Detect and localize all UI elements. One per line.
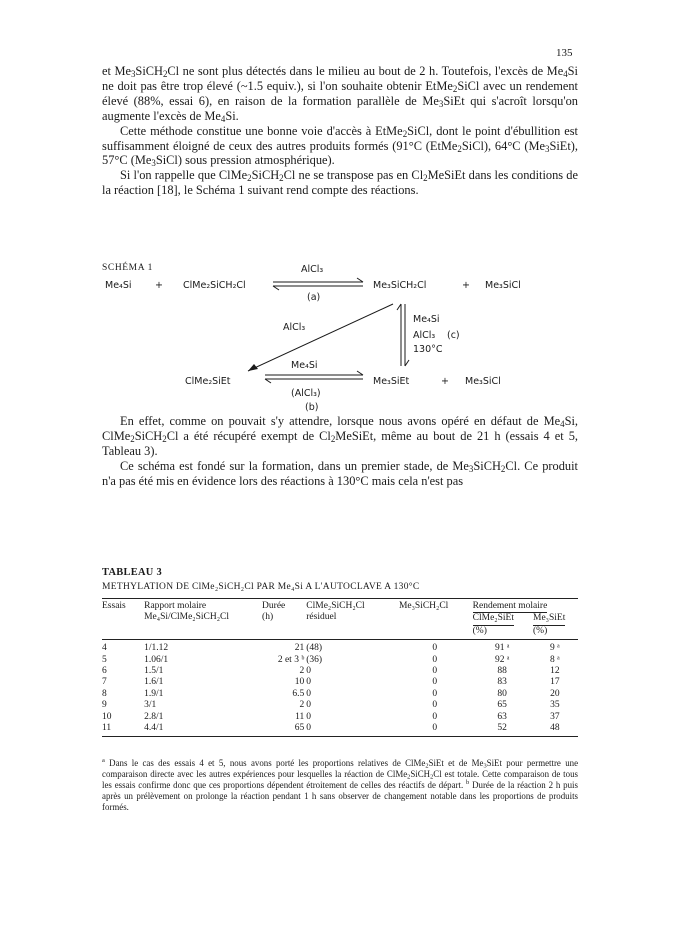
- table-row: [102, 666, 578, 677]
- cell-r1: 52: [473, 723, 534, 737]
- header-rendement: [473, 599, 578, 640]
- header-r2-unit: (%): [533, 625, 548, 636]
- cell-essai: 11: [102, 723, 144, 737]
- catalyst-label-b-scheme: (AlCl₃): [291, 388, 321, 399]
- cell-rapport: 3/1: [144, 700, 157, 711]
- cell-rapport: 2.8/1: [144, 711, 164, 722]
- reaction-label-c: (c): [447, 330, 460, 341]
- cell-r1: 65: [497, 700, 507, 711]
- cell-essai: 5: [102, 654, 107, 665]
- header-r2-block: [533, 613, 575, 637]
- table-row: [102, 712, 578, 723]
- header-r1-unit: (%): [472, 625, 487, 636]
- product-me3sich2cl: Me₃SiCH₂Cl: [373, 280, 427, 291]
- cell-duree: 21: [294, 643, 305, 654]
- cell-r2: 17: [550, 677, 560, 688]
- cell-essai: 8: [102, 688, 107, 699]
- header-rendement-label: Rendement molaire: [473, 601, 548, 613]
- header-duree: [262, 599, 306, 640]
- table-header-row: [102, 599, 578, 640]
- cell-essai: 4: [102, 643, 107, 654]
- header-residuel-sub: résiduel: [306, 612, 337, 623]
- reaction-scheme: [95, 248, 575, 413]
- cell-r1: 83: [497, 677, 507, 688]
- cell-rapport: 1.6/1: [144, 677, 164, 688]
- arrowhead-down-c: [405, 360, 409, 366]
- table-title: TABLEAU 3: [102, 567, 162, 578]
- cell-duree: 2 et 3 ᵇ: [277, 654, 305, 665]
- header-r2: Me₃SiEt: [533, 613, 565, 625]
- catalyst-label-top: AlCl₃: [301, 264, 324, 275]
- product-me3sicl-b: Me₃SiCl: [465, 376, 501, 387]
- cell-duree: 6.5: [292, 688, 305, 699]
- cell-r2: 35: [550, 700, 560, 711]
- body-text-middle: [102, 414, 578, 489]
- cell-rapport: 4.4/1: [144, 723, 262, 737]
- header-duree-unit: (h): [262, 612, 274, 623]
- cell-residuel: (48): [306, 643, 323, 654]
- cell-duree: 65: [262, 723, 306, 737]
- catalyst-label-diagonal: AlCl₃: [283, 322, 306, 333]
- cell-rapport: 1/1.12: [144, 643, 169, 654]
- arrowhead-up-c: [397, 304, 401, 310]
- header-residuel-label: ClMe₂SiCH₂Cl: [306, 601, 365, 611]
- cell-residuel: 0: [306, 711, 312, 722]
- arrowhead-diagonal: [248, 364, 258, 371]
- paragraph-2: Cette méthode constitue une bonne voie d'accès à EtMe$_2$SiCl, dont le point d'ébullition est suffisamment éloigné de ceux des autres produits formés (91°C (EtMe$_2$SiCl), 64°C $(Me_3SiEt)$, 57°C $(Me_3SiCl)$ sous pression atmosphérique).: [102, 123, 579, 169]
- cell-duree: 2: [299, 666, 305, 677]
- header-rapport-label: Rapport molaire: [144, 601, 207, 611]
- cell-me3: 0: [432, 688, 438, 699]
- header-essais: Essais: [102, 599, 144, 640]
- product-clme2siet: ClMe₂SiEt: [185, 376, 231, 387]
- arrowhead-forward-a: [357, 278, 363, 282]
- cell-duree: 11: [295, 711, 305, 722]
- cell-duree: 2: [299, 700, 305, 711]
- reactant-me4si: Me₄Si: [105, 280, 132, 291]
- catalyst-label-c: AlCl₃: [413, 330, 436, 341]
- cell-essai: 6: [102, 666, 107, 677]
- plus-sign: +: [462, 280, 470, 291]
- cell-r2: 37: [550, 711, 560, 722]
- cell-residuel: 0: [306, 666, 312, 677]
- header-me3sich2cl: Me₃SiCH₂Cl: [399, 599, 473, 640]
- plus-sign: +: [441, 376, 449, 387]
- paragraph-3: Si l'on rappelle que ClMe$_2$SiCH$_2$Cl ne se transpose pas en $Cl_2MeSiEt$ dans les conditions de la réaction [18], le Schéma 1 suivant rend compte des réactions.: [102, 168, 578, 198]
- cell-residuel: 0: [306, 677, 312, 688]
- cell-residuel: 0: [306, 700, 312, 711]
- cell-duree: 10: [294, 677, 305, 688]
- cell-me3: 0: [399, 723, 473, 737]
- body-text-top: [102, 64, 578, 198]
- product-me3siet: Me₃SiEt: [373, 376, 410, 387]
- cell-essai: 9: [102, 700, 107, 711]
- reaction-label-b: (b): [305, 402, 319, 413]
- arrowhead-forward-b: [357, 371, 363, 375]
- temperature-label-c: 130°C: [413, 344, 443, 355]
- cell-r2: 12: [550, 666, 560, 677]
- cell-r1: 91 ᵃ: [494, 643, 510, 654]
- schema-label: SCHÉMA 1: [102, 263, 153, 273]
- product-me3sicl: Me₃SiCl: [485, 280, 521, 291]
- table-footnote: $^a$ Dans le cas des essais 4 et 5, nous avons porté les proportions relatives de ClMe$_2$SiEt et de $Me_3SiEt$ pour permettre une comparaison directe avec les autres expériences pour lesquelles la réaction de ClMe$_2$SiCH$_2$Cl est totale. Cette comparaison de tous les essais confirme donc que ces proportions dépendent étroitement de celles des réactifs de départ. $^b$ Durée de la réaction 2 h puis après un prélèvement on prolonge la réaction pendant 1 h sans observer de changement notable dans les proportions de produits formés.: [102, 757, 579, 812]
- table-row: [102, 677, 578, 688]
- results-table: [102, 598, 578, 737]
- cell-me3: 0: [432, 711, 438, 722]
- cell-r2: 48: [534, 723, 578, 737]
- cell-r1: 88: [497, 666, 507, 677]
- cell-residuel: (36): [306, 654, 323, 665]
- cell-me3: 0: [432, 654, 438, 665]
- cell-residuel: 0: [306, 723, 399, 737]
- header-r1: ClMe₂SiEt: [473, 613, 514, 625]
- header-rapport: [144, 599, 262, 640]
- table-subtitle: METHYLATION DE ClMe₂SiCH₂Cl PAR Me₄Si A L'AUTOCLAVE A 130°C: [102, 582, 420, 592]
- cell-me3: 0: [432, 666, 438, 677]
- cell-essai: 7: [102, 677, 107, 688]
- arrowhead-back-b: [265, 379, 271, 383]
- arrowhead-back-a: [273, 286, 279, 290]
- cell-rapport: 1.06/1: [144, 654, 169, 665]
- header-residuel: [306, 599, 399, 640]
- paragraph-5: Ce schéma est fondé sur la formation, dans un premier stade, de $Me_3SiCH_2Cl$. Ce produit n'a pas été mis en évidence lors des réactions à 130°C mais cela n'est pas: [102, 458, 578, 488]
- page-number: 135: [556, 47, 573, 59]
- reaction-label-a: (a): [307, 292, 321, 303]
- table-row: [102, 655, 578, 666]
- cell-essai: 10: [102, 711, 112, 722]
- reagent-label-b: Me₄Si: [291, 360, 318, 371]
- cell-residuel: 0: [306, 688, 312, 699]
- cell-r2: 9 ᵃ: [549, 643, 560, 654]
- table-row: [102, 723, 578, 737]
- cell-me3: 0: [432, 700, 438, 711]
- header-rapport-sub: Me₄Si/ClMe₂SiCH₂Cl: [144, 612, 230, 623]
- diagonal-arrow: [248, 304, 393, 371]
- plus-sign: +: [155, 280, 163, 291]
- cell-rapport: 1.5/1: [144, 666, 164, 677]
- cell-r1: 80: [497, 688, 507, 699]
- reactant-clme2sich2cl: ClMe₂SiCH₂Cl: [183, 280, 246, 291]
- header-duree-label: Durée: [262, 601, 286, 611]
- table-row: [102, 700, 578, 711]
- cell-me3: 0: [432, 677, 438, 688]
- table-row: [102, 640, 578, 655]
- reagent-label-c: Me₄Si: [413, 314, 440, 325]
- cell-rapport: 1.9/1: [144, 688, 164, 699]
- cell-r2: 20: [550, 688, 560, 699]
- cell-r1: 92 ᵃ: [494, 654, 510, 665]
- cell-r1: 63: [497, 711, 507, 722]
- cell-me3: 0: [432, 643, 438, 654]
- paragraph-4: En effet, comme on pouvait s'y attendre, lorsque nous avons opéré en défaut de $Me_4Si$, ClMe$_2$SiCH$_2$Cl a été récupéré exempt de $Cl_2MeSiEt$, même au bout de 21 h (essais 4 et 5, Tableau 3).: [102, 414, 578, 458]
- paragraph-1: et $Me_3SiCH_2Cl$ ne sont plus détectés dans le milieu au bout de 2 h. Toutefois, l'excès de $Me_4Si$ ne doit pas être trop élevé (~1.5 equiv.), si l'on souhaite obtenir EtMe$_2$SiCl avec un rendement élevé (88%, essai 6), en raison de la formation parallèle de $Me_3SiEt$ qui s'acroît lorsqu'on augmente l'excès de $Me_4Si$.: [102, 64, 579, 124]
- cell-r2: 8 ᵃ: [549, 654, 560, 665]
- header-r1-block: [473, 613, 531, 637]
- table-row: [102, 689, 578, 700]
